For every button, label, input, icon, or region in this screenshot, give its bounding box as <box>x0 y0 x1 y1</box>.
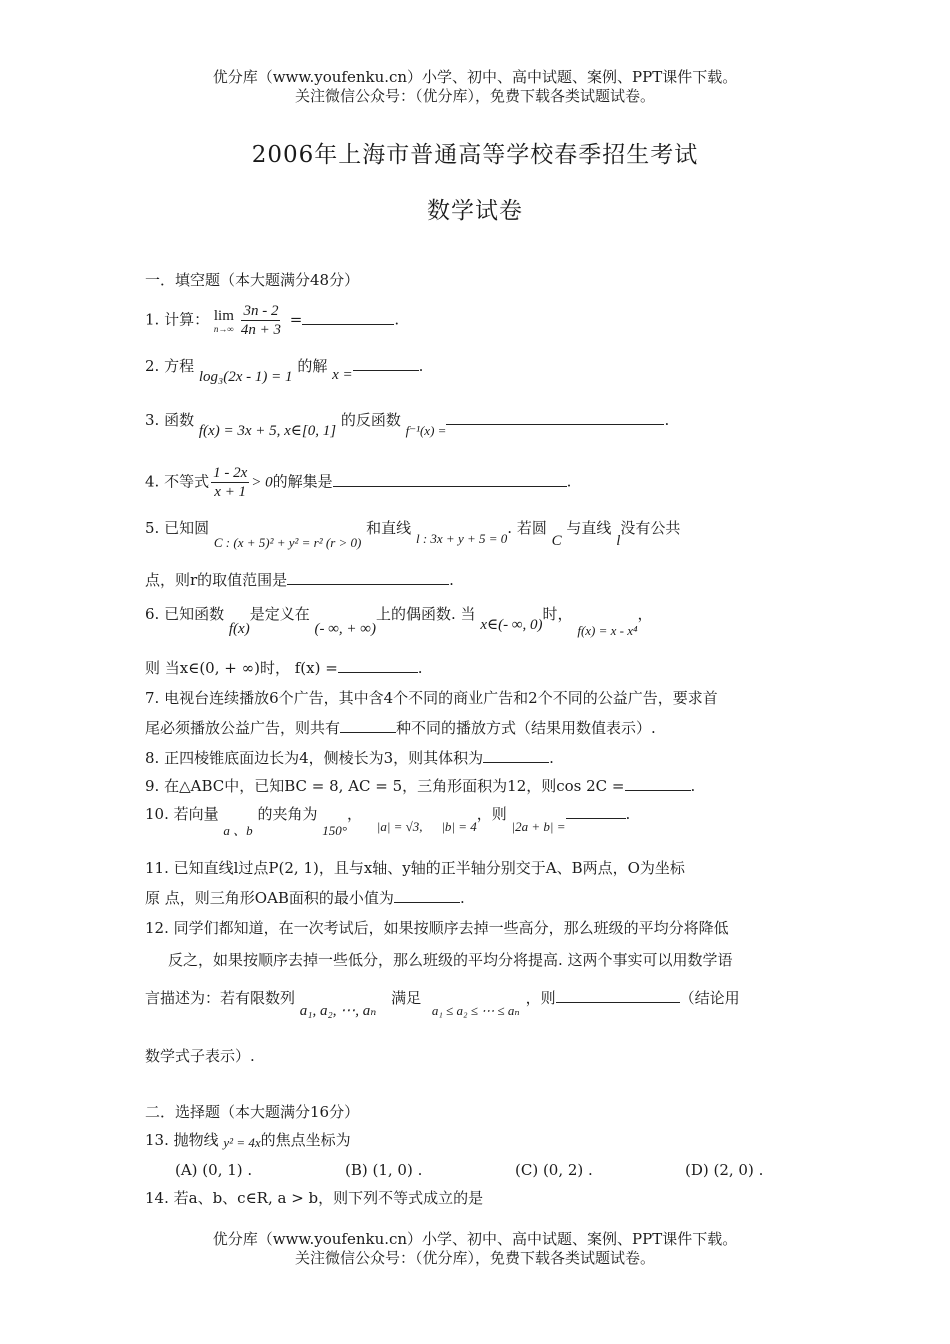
answer-blank-11 <box>394 888 460 903</box>
page-footer-line-2: 关注微信公众号：（优分库），免费下载各类试题试卷。 <box>294 1249 655 1267</box>
page-header-line-2: 关注微信公众号：（优分库），免费下载各类试题试卷。 <box>294 87 655 105</box>
option-d: (D) (2, 0) . <box>685 1161 764 1179</box>
question-10: 10. 若向量 a 、b 的夹角为 150°， |a| = √3, |b| = 4，则 |2a + b| =. <box>145 805 631 838</box>
question-5-cont: 点，则r的取值范围是 . <box>145 571 454 589</box>
question-3: 3. 函数 f(x) = 3x + 5, x∈[0, 1] 的反函数 f⁻¹(x) =. <box>145 411 670 439</box>
section-1-heading: 一．填空题（本大题满分48分） <box>145 271 360 289</box>
answer-blank-9 <box>625 776 691 791</box>
question-9: 9. 在△ABC中，已知BC = 8, AC = 5，三角形面积为12，则cos 2C = . <box>145 777 696 795</box>
option-c: (C) (0, 2) . <box>515 1161 593 1179</box>
page-header-line-1: 优分库（www.youfenku.cn）小学、初中、高中试题、案例、PPT课件下载。 <box>212 68 738 86</box>
option-a: (A) (0, 1) . <box>175 1161 253 1179</box>
answer-blank-12 <box>556 988 680 1003</box>
page-footer-line-1: 优分库（www.youfenku.cn）小学、初中、高中试题、案例、PPT课件下载。 <box>212 1230 738 1248</box>
fraction: $\frac{1 - 2x}{x + 1}$ <box>213 465 248 500</box>
question-6-cont: 则 当x∈(0, + ∞)时， f(x) = . <box>145 659 423 677</box>
question-12-cont-2: 言描述为：若有限数列 a₁, a₂, ⋯, aₙ 满足 a₁ ≤ a₂ ≤ ⋯ ≤ aₙ，则 （结论用 <box>145 989 740 1019</box>
fraction: $\frac{3n - 2}{4n + 3}$ <box>240 303 282 338</box>
question-13-options <box>175 1160 795 1180</box>
answer-blank-7 <box>340 718 396 733</box>
question-11-cont: 原 点，则三角形OAB面积的最小值为 . <box>145 889 465 907</box>
question-11: 11. 已知直线l过点P(2, 1)，且与x轴、y轴的正半轴分别交于A、B两点，O为坐标 <box>145 859 685 877</box>
answer-blank-5 <box>287 570 449 585</box>
answer-blank-2 <box>353 356 419 371</box>
answer-blank-4 <box>333 472 567 487</box>
question-5: 5. 已知圆 C : (x + 5)² + y² = r² (r > 0) 和直线 l : 3x + y + 5 = 0. 若圆 C 与直线 l没有公共 <box>145 519 681 550</box>
question-12: 12. 同学们都知道，在一次考试后，如果按顺序去掉一些高分，那么班级的平均分将降低 <box>145 919 729 937</box>
question-2: 2. 方程 log₃(2x - 1) = 1 的解 x = . <box>145 357 424 385</box>
exam-subtitle: 数学试卷 <box>427 198 523 224</box>
question-7-cont: 尾必须播放公益广告，则共有 种不同的播放方式（结果用数值表示）. <box>145 719 656 737</box>
exam-title: 2006年上海市普通高等学校春季招生考试 <box>251 142 699 168</box>
question-12-cont-1: 反之，如果按顺序去掉一些低分，那么班级的平均分将提高. 这两个事实可以用数学语 <box>168 951 733 969</box>
option-b: (B) (1, 0) . <box>345 1161 423 1179</box>
question-14: 14. 若a、b、c∈R, a > b，则下列不等式成立的是 <box>145 1189 484 1207</box>
question-12-cont-3: 数学式子表示）. <box>145 1047 255 1065</box>
answer-blank-3 <box>446 410 664 425</box>
limit-expression: lim n→∞ <box>213 307 234 334</box>
question-4: 4. 不等式 $\frac{1 - 2x}{x + 1}$ > 0的解集是 . <box>145 465 572 500</box>
question-1: 1. 计算： lim n→∞ $\frac{3n - 2}{4n + 3}$ = . <box>145 303 400 338</box>
answer-blank-6 <box>338 658 418 673</box>
question-7: 7. 电视台连续播放6个广告，其中含4个不同的商业广告和2个不同的公益广告，要求首 <box>145 689 718 707</box>
answer-blank-1 <box>302 310 394 325</box>
question-6: 6. 已知函数 f(x)是定义在 (- ∞, + ∞)上的偶函数. 当 x∈(- ∞, 0)时， f(x) = x - x⁴， <box>145 605 653 638</box>
answer-blank-10 <box>566 804 626 819</box>
question-8: 8. 正四棱锥底面边长为4，侧棱长为3，则其体积为 . <box>145 749 554 767</box>
question-13: 13. 抛物线 y² = 4x的焦点坐标为 <box>145 1131 351 1150</box>
section-2-heading: 二．选择题（本大题满分16分） <box>145 1103 360 1121</box>
answer-blank-8 <box>483 748 549 763</box>
